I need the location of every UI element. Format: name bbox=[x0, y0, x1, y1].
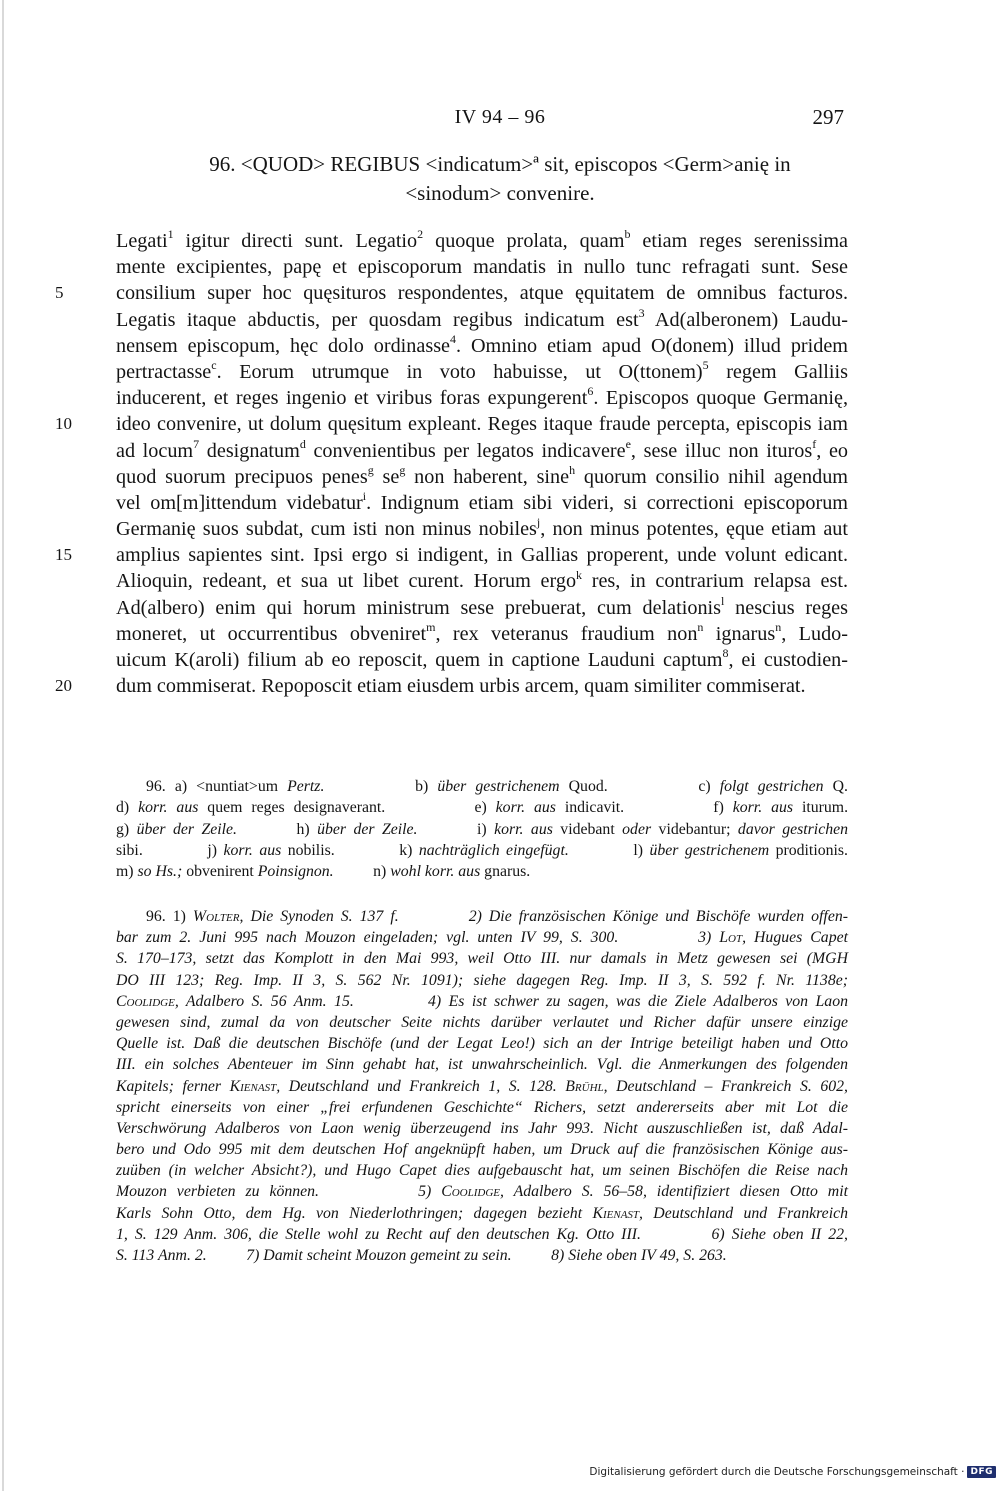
text-run: folgt gestrichen bbox=[719, 778, 824, 795]
footnote-marker: k bbox=[576, 567, 583, 582]
chapter-heading-line: <sinodum> convenire. bbox=[405, 181, 595, 205]
text-run: Ad(albero) enim qui horum ministrum sese prebuerat, cum delationis bbox=[116, 596, 722, 619]
text-run: . Episcopos quoque Germanię, bbox=[593, 387, 848, 410]
footnote-marker: j bbox=[536, 515, 541, 530]
note-line bbox=[116, 948, 848, 969]
text-run: proditionis. bbox=[769, 841, 848, 859]
text-run: korr. aus bbox=[494, 820, 553, 838]
text-run: , rex veteranus fraudium non bbox=[435, 622, 698, 645]
text-run: bero und Odo 995 mit dem deutschen Hof angeknüpft haben, um Druck auf die französischen Könige aus- bbox=[116, 1141, 848, 1159]
footnote-marker: h bbox=[569, 462, 576, 477]
dfg-logo: DFG bbox=[967, 1466, 996, 1478]
text-run: , eo bbox=[816, 439, 848, 462]
text-run: über gestrichenem bbox=[437, 778, 560, 795]
text-run: Quod. c) bbox=[559, 778, 720, 795]
chapter-heading-line: 96. <QUOD> REGIBUS <indicatum>ª sit, episcopos <Germ>anię in bbox=[209, 152, 791, 176]
note-line bbox=[116, 970, 848, 991]
text-run: Ad(alberonem) Laudu- bbox=[644, 308, 848, 331]
note-line bbox=[116, 1181, 848, 1202]
text-run: , Die Synoden S. 137 f. 2) Die französischen Könige und Bischöfe wurden offen- bbox=[239, 908, 848, 925]
text-run: , Adalbero S. 56 Anm. 15. 4) Es ist schwer zu sagen, was die Ziele Adalberos von Laon bbox=[174, 992, 848, 1010]
text-run: korr. aus bbox=[223, 841, 282, 859]
note-line bbox=[116, 1097, 848, 1118]
text-run: davor gestrichen bbox=[737, 820, 849, 838]
text-run: zuüben (in welcher Absicht?), und Hugo Capet dies aufgebauscht hat, um seinen Bischöfen die Reise nach bbox=[116, 1162, 848, 1180]
page-number: 297 bbox=[812, 105, 844, 129]
author-name: Coolidge bbox=[116, 992, 175, 1010]
text-line bbox=[116, 333, 848, 359]
text-run: quem reges designaverant. e) bbox=[198, 799, 496, 817]
text-run: , Hugues Capet bbox=[742, 929, 849, 947]
text-run: . Indignum etiam sibi videri, si correctioni episcoporum bbox=[366, 491, 848, 514]
footnote-marker: 2 bbox=[417, 227, 424, 242]
note-line bbox=[116, 1160, 848, 1181]
text-line bbox=[116, 228, 848, 254]
text-run: amplius sapientes sint. Ipsi ergo si indigent, in Gallias properent, unde volunt edicant. bbox=[116, 544, 848, 567]
text-line bbox=[116, 438, 848, 464]
note-line bbox=[116, 1224, 848, 1245]
footnote-marker: f bbox=[812, 436, 817, 451]
note-line bbox=[116, 1245, 848, 1266]
text-run: sibi. j) bbox=[116, 841, 224, 859]
line-number: 15 bbox=[55, 545, 72, 564]
text-run: korr. aus bbox=[495, 799, 556, 817]
text-run: , Deutschland und Frankreich 1, S. 128. bbox=[276, 1077, 566, 1095]
text-run: n) bbox=[333, 863, 391, 881]
text-run: obvenirent bbox=[182, 863, 258, 881]
text-run: inducerent, et reges ingenio et viribus foras expungerent bbox=[116, 387, 588, 410]
text-run: Karls Sohn Otto, dem Hg. von Niederlothringen; dagegen bezieht bbox=[116, 1204, 593, 1222]
text-line bbox=[116, 359, 848, 385]
author-name: Coolidge bbox=[441, 1183, 500, 1201]
text-run: über gestrichenem bbox=[649, 841, 770, 859]
footnote-marker: g bbox=[367, 462, 374, 477]
line-number: 20 bbox=[55, 676, 72, 695]
note-line bbox=[116, 991, 848, 1012]
text-run: , non minus potentes, ęque etiam aut bbox=[540, 518, 848, 541]
text-run: Mouzon verbieten zu können. 5) bbox=[116, 1183, 442, 1201]
footnote-marker: i bbox=[362, 489, 367, 504]
author-name: Kienast bbox=[592, 1204, 640, 1222]
text-run: consilium super hoc quęsituros respondentes, atque ęquitatem de omnibus facturos. bbox=[116, 282, 848, 305]
footnote-marker: 6 bbox=[587, 384, 594, 399]
text-run: l) bbox=[568, 841, 650, 859]
author-name: Brühl bbox=[565, 1077, 604, 1095]
page-edge-shadow bbox=[2, 0, 4, 1491]
main-text-body bbox=[116, 228, 848, 699]
text-line bbox=[116, 464, 848, 490]
footnote-marker: n bbox=[697, 620, 704, 635]
text-run: so Hs.; bbox=[137, 863, 183, 881]
text-run: igitur directi sunt. Legatio bbox=[173, 230, 418, 252]
critical-apparatus bbox=[116, 776, 848, 882]
note-line bbox=[116, 1033, 848, 1054]
text-line bbox=[116, 411, 848, 437]
text-run: d) bbox=[116, 799, 139, 817]
note-line bbox=[116, 1203, 848, 1224]
running-head bbox=[0, 104, 1000, 134]
text-line bbox=[116, 568, 848, 594]
footnote-marker: n bbox=[775, 620, 782, 635]
text-run: g) bbox=[116, 820, 137, 838]
footnote-marker: 1 bbox=[167, 227, 174, 242]
line-number: 5 bbox=[55, 283, 64, 302]
text-run: , sese illuc non ituros bbox=[630, 439, 813, 462]
text-run: moneret, ut occurrentibus obveniret bbox=[116, 622, 427, 645]
note-line bbox=[116, 1139, 848, 1160]
text-run: pertractasse bbox=[116, 360, 212, 383]
text-run: . Eorum utrumque in voto habuisse, ut O(ttonem) bbox=[216, 360, 703, 383]
text-run: , Deutschland und Frankreich bbox=[639, 1204, 848, 1222]
footnote-marker: 5 bbox=[702, 358, 709, 373]
text-run: videbant bbox=[552, 820, 623, 838]
text-run: korr. aus bbox=[732, 799, 794, 817]
text-run: 96. 1) bbox=[146, 908, 193, 925]
text-run: quod suorum precipuos penes bbox=[116, 465, 368, 488]
text-line bbox=[116, 516, 848, 542]
note-line bbox=[116, 927, 848, 948]
text-run: ignarus bbox=[703, 622, 776, 645]
text-run: dum commiserat. Repoposcit etiam eiusdem urbis arcem, quam similiter commiserat. bbox=[116, 675, 806, 698]
text-run: Pertz. bbox=[287, 778, 325, 795]
text-run: designatum bbox=[199, 439, 300, 462]
footnote-marker: 3 bbox=[638, 305, 645, 320]
author-name: Lot bbox=[719, 929, 743, 947]
text-run: gewesen sind, zumal da von deutscher Seite nichts darüber verlautet und Richer dafür unsere einzige bbox=[116, 1013, 848, 1031]
line-number: 10 bbox=[55, 414, 72, 433]
text-run: Q. bbox=[823, 778, 849, 795]
footnote-marker: m bbox=[426, 620, 436, 635]
text-run: Poinsignon. bbox=[257, 863, 334, 881]
text-run: Verschwörung Adalberos von Laon wenig überzeugend ins Jahr 993. Nicht auszuschließen ist, daß Adal- bbox=[116, 1119, 848, 1137]
text-run: über der Zeile. bbox=[136, 820, 238, 838]
text-run: , Ludo- bbox=[781, 622, 848, 645]
text-line bbox=[116, 385, 848, 411]
section-reference: IV 94 – 96 bbox=[454, 106, 546, 128]
text-run: . Omnino etiam apud O(donem) illud pridem bbox=[456, 334, 849, 357]
text-run: DO III 123; Reg. Imp. II 3, S. 562 Nr. 1091); siehe dagegen Reg. Imp. II 3, S. 592 f. Nr. 1138e; bbox=[116, 971, 848, 989]
text-line bbox=[116, 621, 848, 647]
text-line bbox=[116, 280, 848, 306]
apparatus-line bbox=[116, 861, 848, 882]
text-run: 1, S. 129 Anm. 306, die Stelle wohl zu Recht auf den deutschen Kg. Otto III. 6) Siehe oben II 22, bbox=[116, 1225, 848, 1243]
text-line bbox=[116, 542, 848, 568]
note-line bbox=[116, 1118, 848, 1139]
apparatus-line bbox=[116, 776, 848, 797]
text-run: bar zum 2. Juni 995 nach Mouzon eingeladen; vgl. unten IV 99, S. 300. 3) bbox=[116, 929, 720, 947]
footnote-marker: 7 bbox=[193, 436, 200, 451]
apparatus-line bbox=[116, 840, 848, 861]
text-run: indicavit. f) bbox=[555, 799, 733, 817]
text-run: spricht einerseits von einer „frei erfundenen Geschichte“ Richers, setzt andererseits aber mit Lot die bbox=[116, 1098, 848, 1116]
text-run: korr. aus bbox=[138, 799, 199, 817]
note-line bbox=[116, 1054, 848, 1075]
text-run: , Deutschland – Frankreich S. 602, bbox=[603, 1077, 848, 1095]
text-run: h) bbox=[237, 820, 318, 838]
text-run: Kapitels; ferner bbox=[116, 1077, 230, 1095]
text-run: vel om[m]ittendum videbatur bbox=[116, 491, 363, 514]
text-run: res, in contrarium relapsa est. bbox=[582, 570, 848, 593]
text-run: videbantur; bbox=[651, 820, 738, 838]
text-run: mente excipientes, papę et episcoporum mandatis in nullo tunc refragati sunt. Sese bbox=[116, 256, 848, 279]
footnote-marker: l bbox=[721, 593, 725, 608]
text-run: oder bbox=[622, 820, 652, 838]
text-line bbox=[116, 673, 848, 699]
footnote-marker: b bbox=[624, 227, 631, 242]
text-run: ad locum bbox=[116, 439, 194, 462]
text-run: gnarus. bbox=[480, 863, 531, 881]
text-run: Quelle ist. Daß die deutschen Bischöfe (und der Legat Leo!) sich an der Intrige beteiligt haben und Otto bbox=[116, 1035, 848, 1053]
text-run: ideo convenire, ut dolum quęsitum expleant. Reges itaque fraude percepta, episcopis iam bbox=[116, 413, 848, 436]
footer-text: Digitalisierung gefördert durch die Deutsche Forschungsgemeinschaft · bbox=[589, 1466, 965, 1478]
text-run: nachträglich eingefügt. bbox=[418, 841, 569, 859]
footnote-marker: g bbox=[399, 462, 406, 477]
text-run: , ei custodien- bbox=[728, 649, 848, 671]
text-run: S. 170–173, setzt das Komplott in den Mai 993, weil Otto III. nur damals in Metz gewesen sei (MGH bbox=[116, 950, 848, 968]
note-line bbox=[116, 906, 848, 927]
chapter-heading bbox=[130, 150, 870, 208]
text-run: nobilis. k) bbox=[281, 841, 419, 859]
text-run: convenientibus per legatos indicavere bbox=[305, 439, 626, 462]
footnote-marker: d bbox=[299, 436, 306, 451]
text-line bbox=[116, 490, 848, 516]
text-run: 96. a) <nuntiat>um bbox=[146, 778, 288, 795]
text-run: regem Galliis bbox=[708, 360, 848, 383]
author-name: Kienast bbox=[229, 1077, 277, 1095]
text-run: nensem episcopum, hęc dolo ordinasse bbox=[116, 334, 451, 357]
text-line bbox=[116, 307, 848, 333]
text-run: wohl korr. aus bbox=[390, 863, 481, 881]
text-run: Germanię suos subdat, cum isti non minus nobiles bbox=[116, 518, 537, 541]
text-run: Alioquin, redeant, et sua ut libet curent. Horum ergo bbox=[116, 570, 577, 593]
apparatus-line bbox=[116, 797, 848, 818]
text-run: , Adalbero S. 56–58, identifiziert diesen Otto mit bbox=[500, 1183, 848, 1201]
text-line bbox=[116, 595, 848, 621]
footer-credit bbox=[589, 1466, 996, 1478]
text-run: b) bbox=[324, 778, 438, 795]
text-run: m) bbox=[116, 863, 138, 881]
text-run: non haberent, sine bbox=[405, 465, 570, 488]
text-run: iturum. bbox=[793, 799, 849, 817]
text-run: i) bbox=[417, 820, 495, 838]
note-line bbox=[116, 1012, 848, 1033]
text-run: S. 113 Anm. 2. 7) Damit scheint Mouzon gemeint zu sein. 8) Siehe oben IV 49, S. 263. bbox=[116, 1247, 727, 1264]
footnote-marker: c bbox=[211, 358, 217, 373]
text-run: nescius reges bbox=[724, 596, 848, 619]
text-run: Legati bbox=[116, 230, 168, 252]
footnote-marker: 8 bbox=[722, 646, 729, 661]
text-run: quorum consilio nihil agendum bbox=[575, 465, 848, 488]
footnote-marker: 4 bbox=[450, 332, 457, 347]
text-run: quoque prolata, quam bbox=[423, 230, 625, 252]
text-line bbox=[116, 254, 848, 280]
text-run: III. ein solches Abenteuer im Sinn gehabt hat, ist unwahrscheinlich. Vgl. die Anmerkungen des folgenden bbox=[116, 1056, 848, 1074]
text-run: etiam reges serenissima bbox=[630, 230, 849, 252]
footnote-marker: e bbox=[625, 436, 631, 451]
text-run: se bbox=[373, 465, 400, 488]
text-run: uicum K(aroli) filium ab eo reposcit, quem in captione Lauduni captum bbox=[116, 649, 723, 671]
explanatory-notes bbox=[116, 906, 848, 1266]
text-run: Legatis itaque abductis, per quosdam regibus indicatum est bbox=[116, 308, 639, 331]
text-line bbox=[116, 647, 848, 673]
author-name: Wolter bbox=[192, 908, 240, 925]
text-run: über der Zeile. bbox=[317, 820, 418, 838]
apparatus-line bbox=[116, 819, 848, 840]
note-line bbox=[116, 1076, 848, 1097]
